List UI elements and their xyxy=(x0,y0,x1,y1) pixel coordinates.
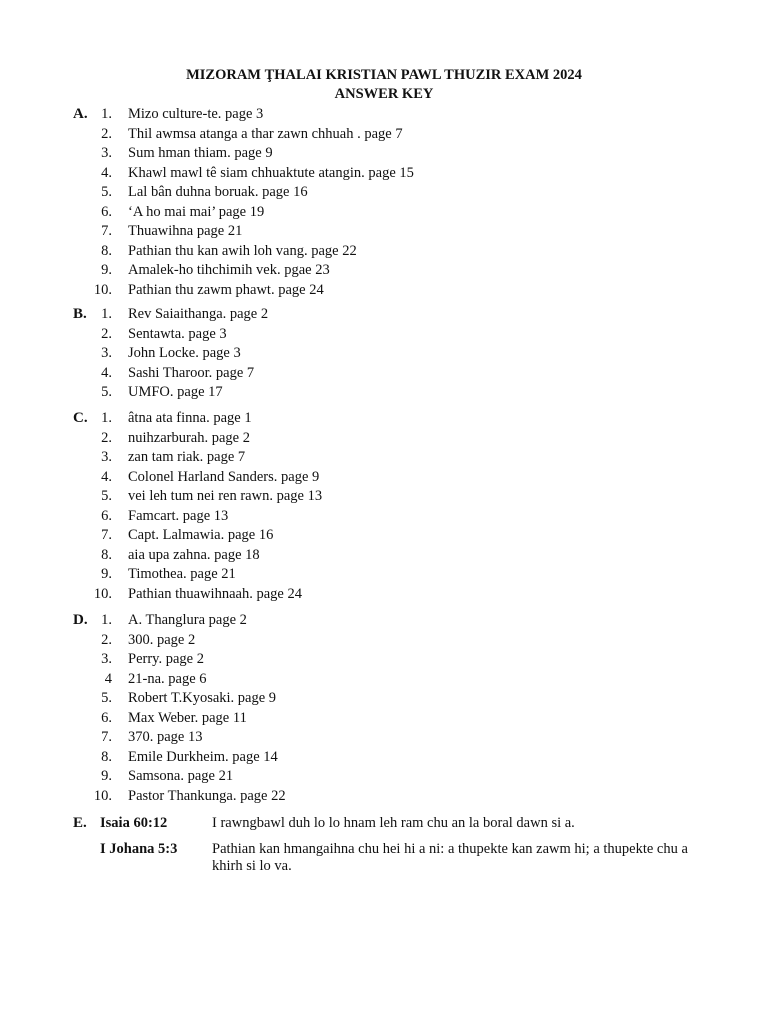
item-answer: UMFO. page 17 xyxy=(128,384,223,400)
answer-item xyxy=(0,184,768,204)
answer-item xyxy=(0,165,768,185)
section-letter: B. xyxy=(73,306,87,322)
answer-item xyxy=(0,410,768,430)
answer-item xyxy=(0,749,768,769)
item-answer: Capt. Lalmawia. page 16 xyxy=(128,527,274,543)
item-answer: Pathian thu kan awih loh vang. page 22 xyxy=(128,242,357,259)
item-answer: Max Weber. page 11 xyxy=(128,709,247,726)
verse-text: Pathian kan hmangaihna chu hei hi a ni: a thupekte kan zawm hi; a thupekte chu a khirh si lo va. xyxy=(212,841,688,874)
item-answer: Perry. page 2 xyxy=(128,651,204,667)
item-number: 3. xyxy=(101,145,112,161)
section-letter: C. xyxy=(73,410,88,426)
answer-item xyxy=(0,527,768,547)
section-letter: E. xyxy=(73,815,87,831)
item-answer: Sashi Tharoor. page 7 xyxy=(128,364,255,381)
item-answer: nuihzarburah. page 2 xyxy=(128,429,250,446)
answer-item xyxy=(0,566,768,586)
item-answer: Thuawihna page 21 xyxy=(128,223,243,239)
answer-item xyxy=(0,326,768,346)
document-title: MIZORAM ŢHALAI KRISTIAN PAWL THUZIR EXAM 2024 xyxy=(186,67,582,83)
item-answer: Amalek-ho tihchimih vek. pgae 23 xyxy=(128,262,330,278)
answer-item xyxy=(0,365,768,385)
item-number: 10. xyxy=(93,787,112,804)
verse-reference: I Johana 5:3 xyxy=(100,841,178,857)
item-number: 3. xyxy=(101,345,112,361)
answer-item xyxy=(0,547,768,567)
item-number: 2. xyxy=(101,429,112,446)
item-answer: Thil awmsa atanga a thar zawn chhuah . page 7 xyxy=(128,125,403,142)
item-number: 5. xyxy=(101,384,112,400)
answer-item xyxy=(0,243,768,263)
item-number: 2. xyxy=(101,631,112,648)
answer-item xyxy=(0,204,768,224)
verse-text: I rawngbawl duh lo lo hnam leh ram chu an la boral dawn si a. xyxy=(212,815,575,831)
answer-item xyxy=(0,430,768,450)
answer-item xyxy=(0,710,768,730)
item-number: 5. xyxy=(101,488,112,504)
item-answer: Pathian thuawihnaah. page 24 xyxy=(128,585,302,602)
item-answer: Robert T.Kyosaki. page 9 xyxy=(128,690,277,706)
item-number: 4. xyxy=(101,364,112,381)
item-number: 7. xyxy=(101,729,112,745)
item-number: 10. xyxy=(93,585,112,602)
item-number: 8. xyxy=(101,242,112,259)
item-number: 9. xyxy=(101,262,112,278)
item-number: 5. xyxy=(101,690,112,706)
answer-item xyxy=(0,469,768,489)
item-answer: 21-na. page 6 xyxy=(128,670,207,687)
item-number: 2. xyxy=(101,325,112,342)
item-number: 1. xyxy=(101,306,112,322)
item-number: 1. xyxy=(101,612,112,628)
item-answer: Famcart. page 13 xyxy=(128,507,229,524)
item-answer: Khawl mawl tê siam chhuaktute atangin. page 15 xyxy=(128,164,414,181)
answer-item xyxy=(0,768,768,788)
answer-item xyxy=(0,671,768,691)
item-answer: Sum hman thiam. page 9 xyxy=(128,145,273,161)
item-answer: Sentawta. page 3 xyxy=(128,325,227,342)
verse-reference: Isaia 60:12 xyxy=(100,815,168,831)
answer-item xyxy=(0,384,768,404)
item-number: 1. xyxy=(101,106,112,122)
item-number: 5. xyxy=(101,184,112,200)
item-number: 8. xyxy=(101,546,112,563)
answer-item xyxy=(0,223,768,243)
item-answer: 300. page 2 xyxy=(128,631,196,648)
item-answer: aia upa zahna. page 18 xyxy=(128,546,260,563)
item-number: 6. xyxy=(101,507,112,524)
section-letter: A. xyxy=(73,106,88,122)
answer-item xyxy=(0,345,768,365)
answer-item xyxy=(0,612,768,632)
item-number: 1. xyxy=(101,410,112,426)
item-number: 6. xyxy=(101,709,112,726)
item-number: 9. xyxy=(101,768,112,784)
item-answer: Pathian thu zawm phawt. page 24 xyxy=(128,281,324,298)
item-number: 4. xyxy=(101,468,112,485)
item-answer: Timothea. page 21 xyxy=(128,566,236,582)
item-number: 2. xyxy=(101,125,112,142)
item-answer: âtna ata finna. page 1 xyxy=(128,410,252,426)
answer-item xyxy=(0,126,768,146)
item-number: 4. xyxy=(101,164,112,181)
answer-item xyxy=(0,488,768,508)
item-answer: Colonel Harland Sanders. page 9 xyxy=(128,468,320,485)
item-number: 7. xyxy=(101,223,112,239)
item-answer: Samsona. page 21 xyxy=(128,768,234,784)
answer-item xyxy=(0,508,768,528)
answer-item xyxy=(0,306,768,326)
item-number: 3. xyxy=(101,651,112,667)
item-answer: zan tam riak. page 7 xyxy=(128,449,246,465)
item-answer: vei leh tum nei ren rawn. page 13 xyxy=(128,488,323,504)
document-subtitle: ANSWER KEY xyxy=(334,86,434,102)
answer-item xyxy=(0,262,768,282)
answer-item xyxy=(0,282,768,302)
item-number: 6. xyxy=(101,203,112,220)
section-letter: D. xyxy=(73,612,88,628)
answer-item xyxy=(0,145,768,165)
item-answer: Mizo culture-te. page 3 xyxy=(128,106,264,122)
answer-item xyxy=(0,106,768,126)
item-answer: Lal bân duhna boruak. page 16 xyxy=(128,184,308,200)
item-answer: A. Thanglura page 2 xyxy=(128,612,247,628)
item-answer: Pastor Thankunga. page 22 xyxy=(128,787,286,804)
answer-item xyxy=(0,586,768,606)
answer-item xyxy=(0,651,768,671)
item-number: 3. xyxy=(101,449,112,465)
answer-item xyxy=(0,690,768,710)
item-number: 10. xyxy=(93,281,112,298)
item-answer: 370. page 13 xyxy=(128,729,203,745)
item-number: 7. xyxy=(101,527,112,543)
item-answer: Emile Durkheim. page 14 xyxy=(128,748,278,765)
answer-item xyxy=(0,449,768,469)
item-number: 8. xyxy=(101,748,112,765)
answer-item xyxy=(0,729,768,749)
item-answer: Rev Saiaithanga. page 2 xyxy=(128,306,269,322)
answer-item xyxy=(0,788,768,808)
item-answer: ‘A ho mai mai’ page 19 xyxy=(128,203,265,220)
item-answer: John Locke. page 3 xyxy=(128,345,241,361)
item-number: 9. xyxy=(101,566,112,582)
item-number: 4 xyxy=(104,670,112,687)
answer-item xyxy=(0,632,768,652)
